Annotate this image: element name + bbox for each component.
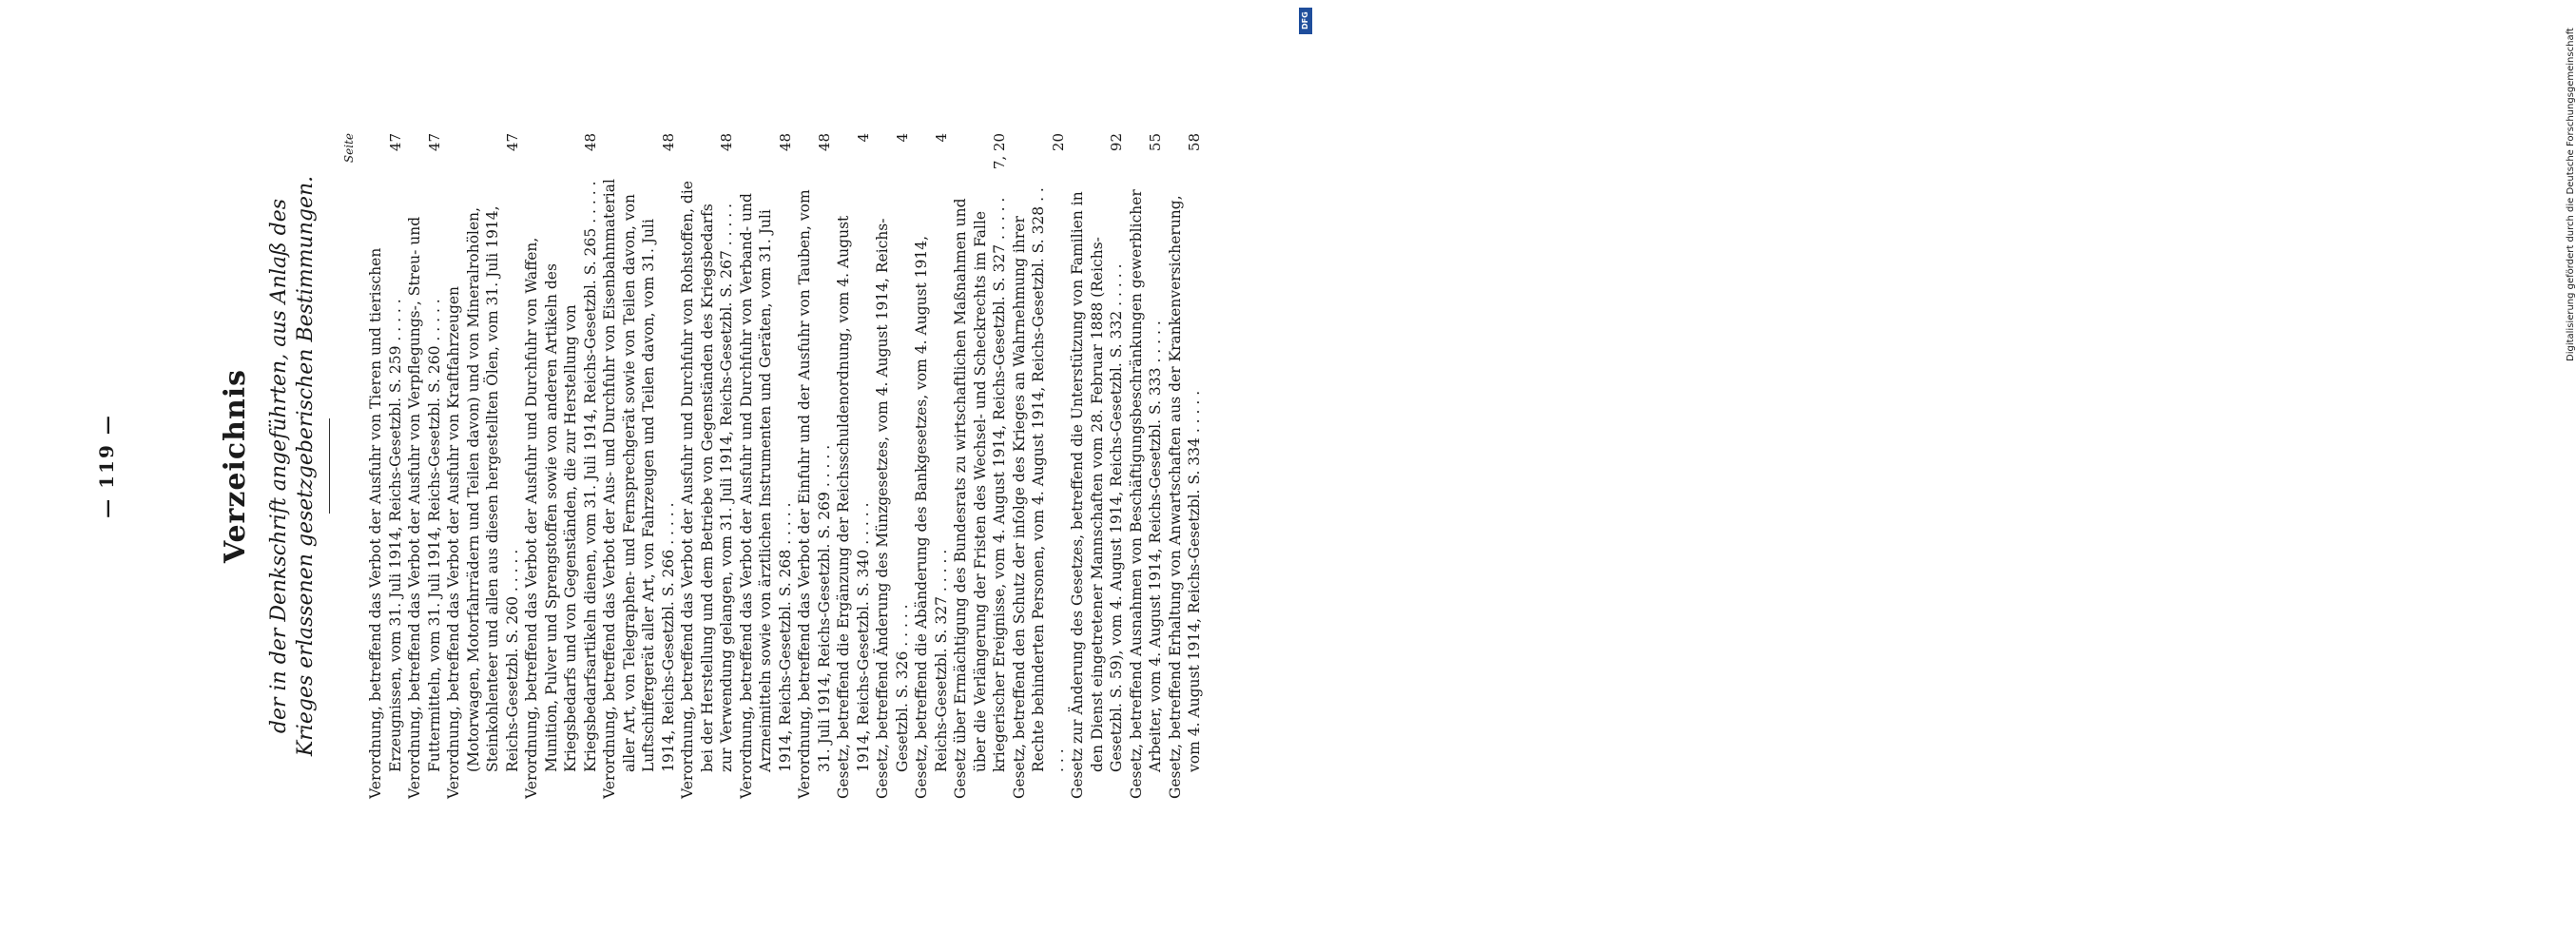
list-item: Verordnung, betreffend das Verbot der Aus- und Durchfuhr von Eisenbahnmaterial aller Art, von Telegraphen- und Fernsprechgerät sowie von Teilen davon, von Luftschiffergerät aller Art, von Fahrzeugen und Teilen davon, vom 31. Juli 1914, Reichs-Gesetzbl. S. 266 . . . . . 48 (601, 133, 677, 799)
list-item: Verordnung, betreffend das Verbot der Ausfuhr und Durchfuhr von Verband- und Arzneimitteln sowie von ärztlichen Instrumenten und Geräten, vom 31. Juli 1914, Reichs-Gesetzbl. S. 268 . . . . . 48 (737, 133, 794, 799)
entry-page: 55 (1147, 133, 1164, 152)
entry-page: 58 (1186, 133, 1203, 152)
list-item: Verordnung, betreffend das Verbot der Ausfuhr und Durchfuhr von Waffen, Munition, Pulver und Sprengstoffen sowie von anderen Artikeln des Kriegsbedarfs und von Gegenständen, die zur Herstellung von Kriegsbedarfsartikeln dienen, vom 31. Juli 1914, Reichs-Gesetzbl. S. 265 . . . . . 48 (523, 133, 599, 799)
list-item: Gesetz, betreffend die Ergänzung der Reichsschuldenordnung, vom 4. August 1914, Reichs-Gesetzbl. S. 340 . . . . . 4 (835, 133, 872, 799)
list-item: Gesetz, betreffend Änderung des Münzgesetzes, vom 4. August 1914, Reichs-Gesetzbl. S. 326 . . . . . 4 (874, 133, 911, 799)
entry-list (366, 133, 1205, 799)
page-subtitle: der in der Denkschrift angeführten, aus Anlaß des Krieges erlassenen gesetzgeberischen Bestimmungen. (267, 175, 318, 757)
list-item: Verordnung, betreffend das Verbot der Ausfuhr von Tieren und tierischen Erzeugnissen, vom 31. Juli 1914, Reichs-Gesetzbl. S. 259 . . . . . 47 (367, 133, 404, 799)
page-title: Verzeichnis (219, 368, 252, 564)
entry-page: 4 (893, 133, 911, 143)
entry-page: 92 (1108, 133, 1125, 152)
list-item: Gesetz über Ermächtigung des Bundesrats zu wirtschaftlichen Maßnahmen und über die Verlängerung der Fristen des Wechsel- und Scheckrechts im Falle kriegerischer Ereignisse, vom 4. August 1914, Reichs-Gesetzbl. S. 327 . . . . . 7, 20 (952, 133, 1008, 799)
entry-page: 48 (718, 133, 735, 152)
list-item: Verordnung, betreffend das Verbot der Einfuhr und der Ausfuhr von Tauben, vom 31. Juli 1914, Reichs-Gesetzbl. S. 269 . . . . . 48 (796, 133, 833, 799)
list-item: Gesetz, betreffend Erhaltung von Anwartschaften aus der Krankenversicherung, vom 4. August 1914, Reichs-Gesetzbl. S. 334 . . . . . 58 (1166, 133, 1203, 799)
entry-page: 48 (815, 133, 833, 152)
list-item: Gesetz, betreffend Ausnahmen von Beschäftigungsbeschränkungen gewerblicher Arbeiter, vom 4. August 1914, Reichs-Gesetzbl. S. 333 . . . . . 55 (1127, 133, 1164, 799)
entry-page: 4 (932, 133, 950, 143)
seite-column-label: Seite (342, 133, 356, 164)
entry-page: 47 (386, 133, 404, 152)
digitization-credit-text: Digitalisierung gefördert durch die Deutsche Forschungsgemeinschaft (2566, 28, 2576, 361)
page-number: — 119 — (95, 414, 118, 518)
entry-page: 48 (581, 133, 599, 152)
list-item: Verordnung, betreffend das Verbot der Ausfuhr und Durchfuhr von Rohstoffen, die bei der Herstellung und dem Betriebe von Gegenständen des Kriegsbedarfs zur Verwendung gelangen, vom 31. Juli 1914, Reichs-Gesetzbl. S. 267 . . . . . 48 (679, 133, 735, 799)
entry-page: 48 (659, 133, 677, 152)
entry-page: 7, 20 (991, 133, 1008, 170)
dfg-logo: DFG (1299, 8, 1312, 34)
list-item: Gesetz zur Änderung des Gesetzes, betreffend die Unterstützung von Familien in den Dienst eingetretener Mannschaften vom 28. Februar 1888 (Reichs-Gesetzbl. S. 59), vom 4. August 1914, Reichs-Gesetzbl. S. 332 . . . . . 92 (1069, 133, 1125, 799)
entry-page: 47 (503, 133, 521, 152)
divider (329, 418, 330, 514)
digitization-credit (1280, 0, 2576, 951)
entry-page: 47 (425, 133, 443, 152)
entry-page: 4 (854, 133, 872, 143)
entry-page: 48 (776, 133, 794, 152)
list-item: Gesetz, betreffend den Schutz der infolge des Krieges an Wahrnehmung ihrer Rechte behinderten Personen, vom 4. August 1914, Reichs-Gesetzbl. S. 328 . . . . . 20 (1010, 133, 1067, 799)
list-item: Gesetz, betreffend die Abänderung des Bankgesetzes, vom 4. August 1914, Reichs-Gesetzbl. S. 327 . . . . . 4 (913, 133, 950, 799)
entry-page: 20 (1049, 133, 1067, 152)
list-item: Verordnung, betreffend das Verbot der Ausfuhr von Kraftfahrzeugen (Motorwagen, Motorfahrrädern und Teilen davon) und von Mineralrohölen, Steinkohlenteer und allen aus diesen hergestellten Ölen, vom 31. Juli 1914, Reichs-Gesetzbl. S. 260 . . . . . 47 (445, 133, 521, 799)
rotated-page (95, 133, 1208, 799)
list-item: Verordnung, betreffend das Verbot der Ausfuhr von Verpflegungs-, Streu- und Futtermitteln, vom 31. Juli 1914, Reichs-Gesetzbl. S. 260 . . . . . 47 (406, 133, 443, 799)
